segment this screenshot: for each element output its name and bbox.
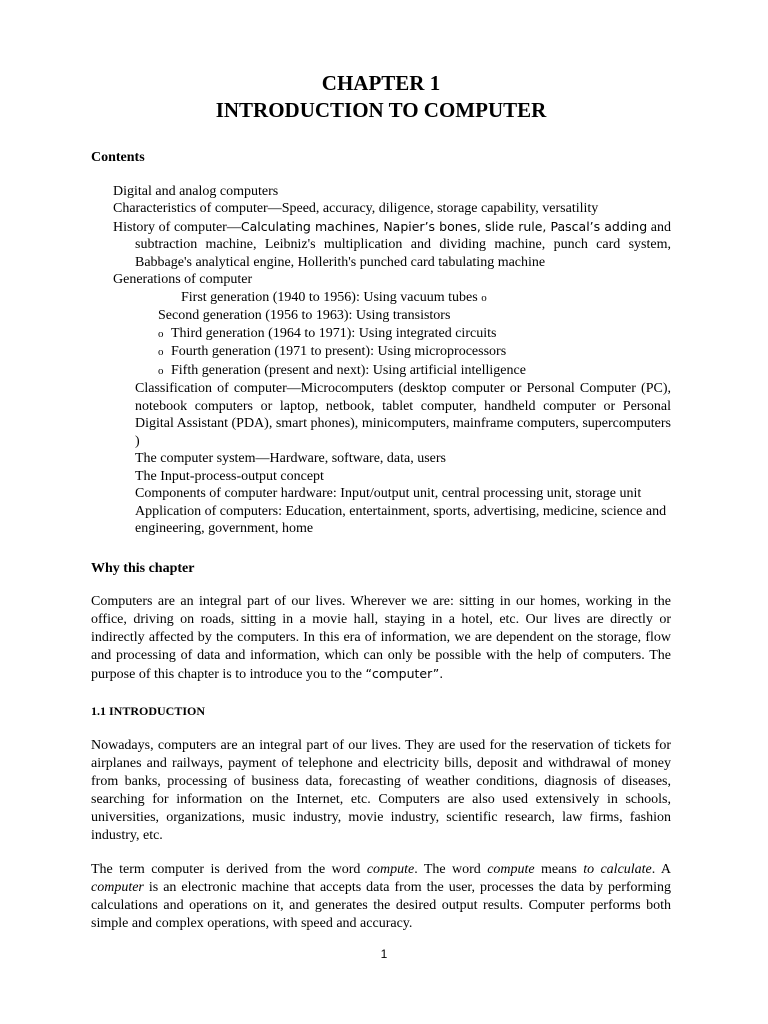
document-page	[91, 70, 671, 933]
generation-item	[91, 307, 671, 325]
emphasis: compute	[487, 861, 535, 877]
page-number: 1	[380, 947, 388, 961]
text-run: means	[534, 861, 584, 877]
bullet-marker: o	[158, 364, 164, 377]
contents-heading: Contents	[91, 150, 145, 165]
generation-item	[91, 362, 671, 381]
contents-item-components: Components of computer hardware: Input/output unit, central processing unit, storage unit	[135, 486, 642, 501]
bullet-marker: o	[158, 346, 164, 358]
emphasis: to calculate	[583, 861, 652, 877]
contents-item-application: Application of computers: Education, entertainment, sports, advertising, medicine, science and engineering, government, home	[135, 503, 667, 536]
emphasis: computer	[91, 879, 144, 895]
contents-list	[91, 183, 671, 538]
contents-item: Digital and analog computers	[113, 183, 279, 199]
contents-item: Characteristics of computer—Speed, accuracy, diligence, storage capability, versatility	[113, 201, 599, 216]
contents-item-generations: Generations of computer	[113, 272, 253, 287]
generation-item	[91, 325, 671, 344]
history-rest: and subtraction machine, Leibniz's multiplication and dividing machine, punch card system, Babbage's analytical engine, Hollerith's punched card tabulating machine	[135, 219, 672, 270]
text-run: . A	[651, 861, 672, 877]
chapter-title: INTRODUCTION TO COMPUTER	[215, 98, 547, 122]
text-run: is an electronic machine that accepts data from the user, processes the data by performing calculations and operations on it, and generates the desired output results. Computer performs both simple and complex operations, with speed and accuracy.	[91, 879, 671, 931]
contents-item-system: The computer system—Hardware, software, data, users	[135, 451, 447, 466]
generation-text: First generation (1940 to 1956): Using vacuum tubes	[181, 289, 478, 305]
generation-item	[91, 343, 671, 362]
contents-item-classification: Classification of computer—Microcomputers (desktop computer or Personal Computer (PC), notebook computers or laptop, netbook, tablet computer, handheld computer or Personal Digital Assistant (PDA), smart phones), minicomputers, mainframe computers, supercomputers )	[135, 381, 671, 449]
generation-text: Second generation (1956 to 1963): Using transistors	[158, 308, 451, 323]
chapter-number: CHAPTER 1	[321, 71, 441, 95]
contents-item-history	[91, 218, 671, 272]
history-label: History of computer—	[113, 219, 241, 235]
why-tail: “computer”.	[365, 666, 444, 681]
emphasis: compute	[366, 861, 415, 877]
generation-text: Third generation (1964 to 1971): Using integrated circuits	[171, 325, 497, 341]
text-run: The term computer is derived from the word	[91, 861, 367, 877]
intro-paragraph-2	[91, 861, 671, 933]
bullet-marker: o	[481, 291, 487, 304]
generation-text: Fourth generation (1971 to present): Using microprocessors	[171, 344, 507, 359]
intro-heading: 1.1 INTRODUCTION	[91, 704, 206, 718]
history-detail: Calculating machines, Napier’s bones, slide rule, Pascal’s adding	[240, 218, 648, 234]
bullet-marker: o	[158, 327, 164, 340]
contents-item-ipo: The Input-process-output concept	[135, 468, 324, 484]
why-paragraph	[91, 593, 671, 684]
generation-item	[91, 289, 671, 308]
why-heading: Why this chapter	[91, 560, 195, 576]
intro-paragraph-1: Nowadays, computers are an integral part of our lives. They are used for the reservation of tickets for airplanes and railways, payment of telephone and electricity bills, deposit and withdrawal of money from banks, processing of business data, forecasting of weather conditions, diagnosis of diseases, searching for information on the Internet, etc. Computers are also used extensively in schools, universities, organizations, music industry, movie industry, scientific research, law firms, fashion industry, etc.	[91, 737, 671, 843]
text-run: . The word	[414, 861, 488, 877]
why-text: Computers are an integral part of our lives. Wherever we are: sitting in our homes, working in the office, driving on roads, sitting in a movie hall, staying in a hotel, etc. Our lives are directly or indirectly affected by the computers. In this era of information, we are dependent on the storage, flow and processing of data and information, which can only be possible with the help of computers. The purpose of this chapter is to introduce you to the	[91, 594, 671, 682]
generation-text: Fifth generation (present and next): Using artificial intelligence	[171, 362, 526, 378]
